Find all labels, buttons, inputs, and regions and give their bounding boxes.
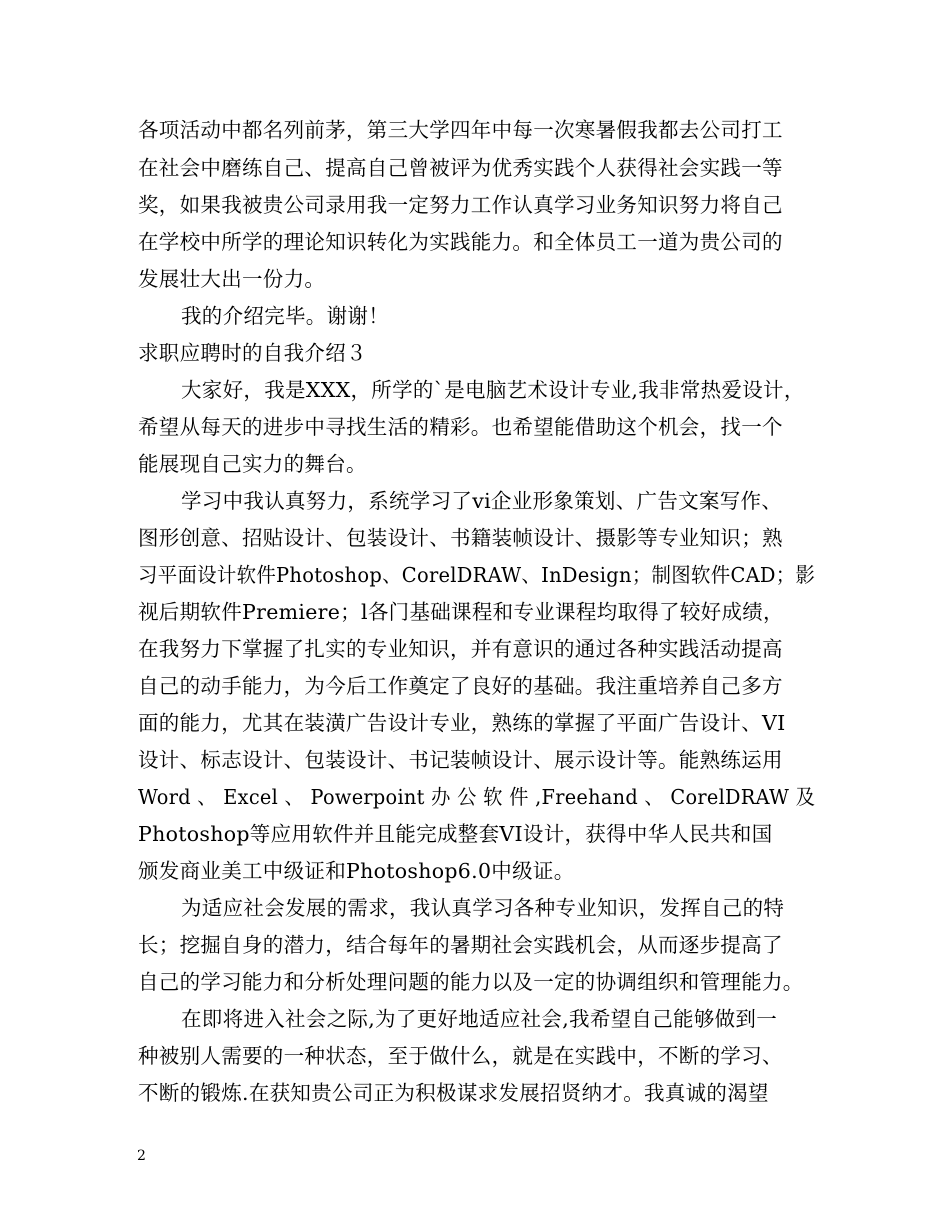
text-line: 在我努力下掌握了扎实的专业知识，并有意识的通过各种实践活动提高	[138, 637, 783, 661]
text-line: 图形创意、招贴设计、包装设计、书籍装帧设计、摄影等专业知识；熟	[138, 526, 783, 550]
text-line: 在学校中所学的理论知识转化为实践能力。和全体员工一道为贵公司的	[138, 230, 783, 254]
text-line: 习平面设计软件Photoshop、CorelDRAW、InDesign；制图软件CAD；影	[138, 563, 816, 587]
text-line: 视后期软件Premiere；l各门基础课程和专业课程均取得了较好成绩，	[138, 600, 784, 624]
text-line: 大家好，我是XXX，所学的`是电脑艺术设计专业,我非常热爱设计，	[181, 378, 805, 402]
text-line: 设计、标志设计、包装设计、书记装帧设计、展示设计等。能熟练运用	[138, 748, 783, 772]
text-line: 自己的动手能力，为今后工作奠定了良好的基础。我注重培养自己多方	[138, 674, 783, 698]
text-line: Photoshop等应用软件并且能完成整套VI设计，获得中华人民共和国	[138, 822, 773, 846]
text-line: Word 、 Excel 、 Powerpoint 办 公 软 件 ,Freehand 、 CorelDRAW 及	[138, 785, 816, 809]
text-line: 我的介绍完毕。谢谢！	[181, 304, 389, 328]
text-line: 各项活动中都名列前茅，第三大学四年中每一次寒暑假我都去公司打工	[138, 118, 783, 142]
text-line: 希望从每天的进步中寻找生活的精彩。也希望能借助这个机会，找一个	[138, 415, 783, 439]
text-line: 发展壮大出一份力。	[138, 267, 326, 291]
text-line: 面的能力，尤其在装潢广告设计专业，熟练的掌握了平面广告设计、VI	[138, 711, 786, 735]
section-heading: 求职应聘时的自我介绍３	[138, 341, 367, 365]
text-line: 在社会中磨练自己、提高自己曾被评为优秀实践个人获得社会实践一等	[138, 156, 783, 180]
text-line: 颁发商业美工中级证和Photoshop6.0中级证。	[138, 859, 575, 883]
page-number: 2	[137, 1148, 146, 1164]
text-line: 种被别人需要的一种状态，至于做什么，就是在实践中，不断的学习、	[138, 1044, 783, 1068]
text-line: 自己的学习能力和分析处理问题的能力以及一定的协调组织和管理能力。	[138, 970, 804, 994]
text-line: 不断的锻炼.在获知贵公司正为积极谋求发展招贤纳才。我真诚的渴望	[138, 1081, 769, 1105]
text-line: 长；挖掘自身的潜力，结合每年的暑期社会实践机会，从而逐步提高了	[138, 933, 783, 957]
text-line: 能展现自己实力的舞台。	[138, 452, 367, 476]
text-line: 学习中我认真努力，系统学习了vi企业形象策划、广告文案写作、	[181, 489, 783, 513]
text-line: 在即将进入社会之际,为了更好地适应社会,我希望自己能够做到一	[181, 1007, 778, 1031]
text-line: 为适应社会发展的需求，我认真学习各种专业知识，发挥自己的特	[181, 896, 785, 920]
text-line: 奖，如果我被贵公司录用我一定努力工作认真学习业务知识努力将自己	[138, 193, 783, 217]
